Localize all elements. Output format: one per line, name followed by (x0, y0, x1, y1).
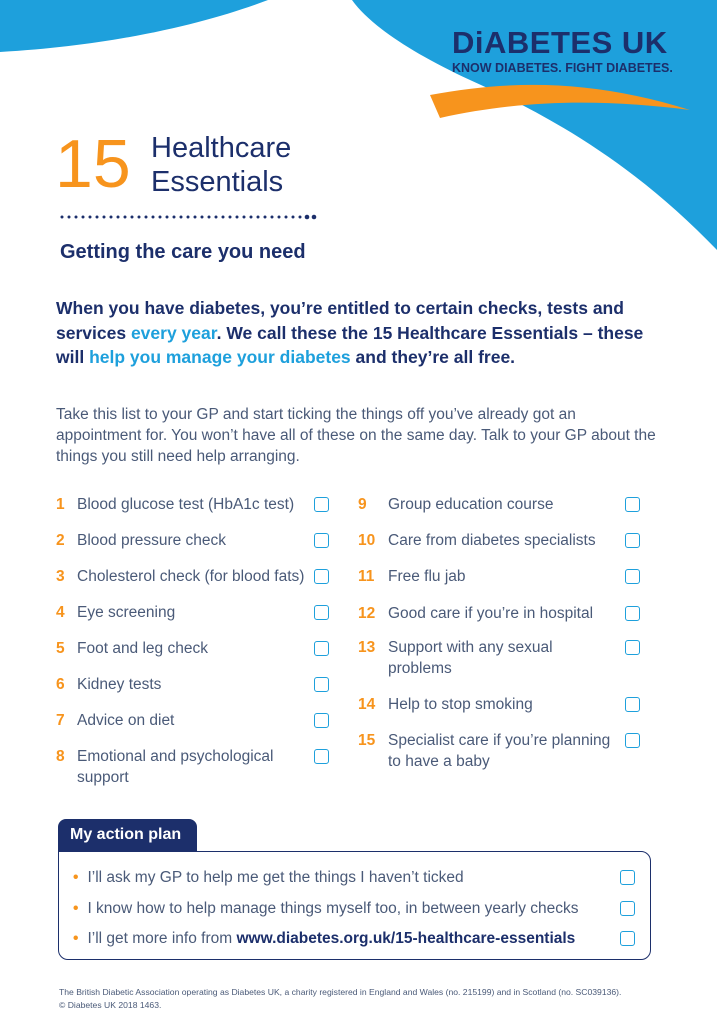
checklist-checkbox[interactable] (625, 697, 640, 712)
divider-dot (312, 215, 317, 220)
checklist-item (358, 603, 648, 624)
divider-dot (159, 216, 162, 219)
divider-dot (68, 216, 71, 219)
checklist-item-label: Eye screening (77, 604, 176, 621)
action-plan-item (73, 899, 643, 919)
bullet-icon: • (73, 900, 79, 917)
intro-text-3: and they’re all free. (350, 347, 516, 367)
website-link[interactable]: www.diabetes.org.uk/15-healthcare-essentials (236, 930, 576, 947)
checklist-item-number: 5 (56, 640, 65, 657)
hero-number: 15 (55, 126, 131, 202)
checklist-item-number: 13 (358, 639, 376, 656)
intro-highlight-manage: help you manage your diabetes (89, 347, 351, 367)
checklist-item (358, 530, 648, 551)
action-plan-item (73, 929, 643, 949)
divider-dot (96, 216, 99, 219)
checklist-checkbox[interactable] (314, 641, 329, 656)
action-plan-heading: My action plan (58, 819, 197, 851)
checklist-item (56, 674, 336, 695)
checklist-item-label: Good care if you’re in hospital (388, 605, 594, 622)
checklist-item-number: 2 (56, 532, 65, 549)
divider-dot (187, 216, 190, 219)
divider-dot (194, 216, 197, 219)
page-title-line1: Healthcare (151, 132, 292, 164)
checklist-checkbox[interactable] (314, 605, 329, 620)
action-plan-checkbox[interactable] (620, 901, 635, 916)
checklist-item-label: Cholesterol check (for blood fats) (77, 568, 305, 585)
checklist-checkbox[interactable] (314, 497, 329, 512)
checklist-left-column (56, 494, 336, 788)
action-plan-item-text: I’ll get more info from (87, 930, 237, 947)
divider-dot (236, 216, 239, 219)
checklist-item (56, 602, 336, 623)
intro-paragraph (56, 296, 656, 370)
checklist-item (56, 638, 336, 659)
divider-dot (229, 216, 232, 219)
checklist-item (56, 566, 336, 587)
checklist-item-label: Advice on diet (77, 712, 175, 729)
intro-text-2: . We call these the 15 Healthcare Essentials – these will (56, 322, 644, 367)
divider-dot (152, 216, 155, 219)
divider-dot (278, 216, 281, 219)
divider-dot (180, 216, 183, 219)
checklist-checkbox[interactable] (314, 569, 329, 584)
divider-dot (103, 216, 106, 219)
action-plan-checkbox[interactable] (620, 870, 635, 885)
checklist-checkbox[interactable] (314, 713, 329, 728)
divider-dot (89, 216, 92, 219)
checklist-checkbox[interactable] (625, 497, 640, 512)
checklist-checkbox[interactable] (625, 569, 640, 584)
checklist-checkbox[interactable] (314, 533, 329, 548)
checklist-item-number: 7 (56, 712, 65, 729)
action-plan-item (73, 868, 643, 888)
divider-dot (222, 216, 225, 219)
divider-dot (173, 216, 176, 219)
checklist-item (358, 494, 648, 515)
divider-dot (145, 216, 148, 219)
divider-dot (117, 216, 120, 219)
divider-dot (138, 216, 141, 219)
checklist-item-number: 11 (358, 568, 375, 585)
action-plan-item-text: I’ll ask my GP to help me get the things I haven’t ticked (87, 869, 464, 886)
checklist-item-number: 6 (56, 676, 65, 693)
logo-tagline: KNOW DIABETES. FIGHT DIABETES. (452, 61, 673, 75)
intro-highlight-every-year: every year (130, 322, 217, 343)
checklist-item (56, 494, 336, 515)
checklist-item (358, 637, 648, 679)
checklist-item-label: Help to stop smoking (388, 696, 533, 713)
checklist-checkbox[interactable] (625, 640, 640, 655)
divider-dot (201, 216, 204, 219)
bullet-icon: • (73, 930, 79, 947)
divider-dot (208, 216, 211, 219)
divider-dot (264, 216, 267, 219)
checklist-item (358, 566, 648, 587)
divider-dot (305, 215, 310, 220)
action-plan-checkbox[interactable] (620, 931, 635, 946)
checklist-item-label: Blood glucose test (HbA1c test) (77, 496, 295, 513)
divider-dot (271, 216, 274, 219)
footer-legal (59, 986, 679, 1012)
checklist-item-number: 12 (358, 605, 376, 622)
divider-dot (110, 216, 113, 219)
checklist-item (358, 694, 648, 715)
divider-dot (131, 216, 134, 219)
footer-copyright: © Diabetes UK 2018 1463. (59, 1000, 162, 1010)
checklist-checkbox[interactable] (314, 749, 329, 764)
checklist-item (56, 530, 336, 551)
checklist-item (56, 746, 336, 788)
bullet-icon: • (73, 869, 79, 886)
checklist-item-number: 1 (56, 496, 65, 513)
checklist-item-number: 10 (358, 532, 376, 549)
action-plan-item-text: I know how to help manage things myself too, in between yearly checks (87, 900, 579, 917)
checklist-item-number: 15 (358, 732, 376, 749)
checklist-item-label: Emotional and psychological support (77, 748, 274, 786)
divider-dot (215, 216, 218, 219)
checklist-item (56, 710, 336, 731)
footer-charity-line: The British Diabetic Association operating as Diabetes UK, a charity registered in England and Wales (no. 215199) and in Scotland (no. SC039136). (59, 987, 622, 997)
checklist-item-number: 8 (56, 748, 65, 765)
checklist-item-number: 14 (358, 696, 376, 713)
divider-dot (75, 216, 78, 219)
diabetes-uk-logo (452, 27, 692, 76)
checklist-checkbox[interactable] (314, 677, 329, 692)
checklist-item (358, 730, 648, 772)
instructions-paragraph: Take this list to your GP and start ticking the things off you’ve already got an appointment for. You won’t have all of these on the same day. Talk to your GP about the things you still need help arranging. (56, 406, 656, 465)
divider-dot (166, 216, 169, 219)
checklist-item-label: Group education course (388, 496, 554, 513)
logo-wordmark: DiABETES UK (452, 25, 668, 60)
checklist-right-column (358, 494, 648, 772)
intro-text-1: When you have diabetes, you’re entitled to certain checks, tests and services (56, 298, 624, 343)
divider-dot (257, 216, 260, 219)
checklist-item-number: 9 (358, 496, 367, 513)
divider-dot (250, 216, 253, 219)
divider-dot (124, 216, 127, 219)
divider-dot (299, 216, 302, 219)
checklist-checkbox[interactable] (625, 733, 640, 748)
checklist-checkbox[interactable] (625, 533, 640, 548)
checklist-item-label: Blood pressure check (77, 532, 227, 549)
checklist-item-number: 4 (56, 604, 65, 621)
divider-dot (243, 216, 246, 219)
dotted-divider (60, 214, 325, 220)
page-title (151, 131, 291, 199)
divider-dot (285, 216, 288, 219)
checklist-item-label: Free flu jab (388, 568, 466, 585)
divider-dot (292, 216, 295, 219)
action-plan-box (58, 851, 651, 960)
checklist-item-label: Foot and leg check (77, 640, 208, 657)
checklist-item-label: Kidney tests (77, 676, 162, 693)
page-subtitle: Getting the care you need (60, 241, 306, 263)
divider-dot (82, 216, 85, 219)
divider-dot (61, 216, 64, 219)
page-title-line2: Essentials (151, 166, 284, 198)
checklist-item-number: 3 (56, 568, 65, 585)
checklist-checkbox[interactable] (625, 606, 640, 621)
checklist-item-label: Specialist care if you’re planning to have a baby (388, 732, 611, 770)
checklist-item-label: Support with any sexual problems (388, 639, 553, 677)
checklist-item-label: Care from diabetes specialists (388, 532, 596, 549)
